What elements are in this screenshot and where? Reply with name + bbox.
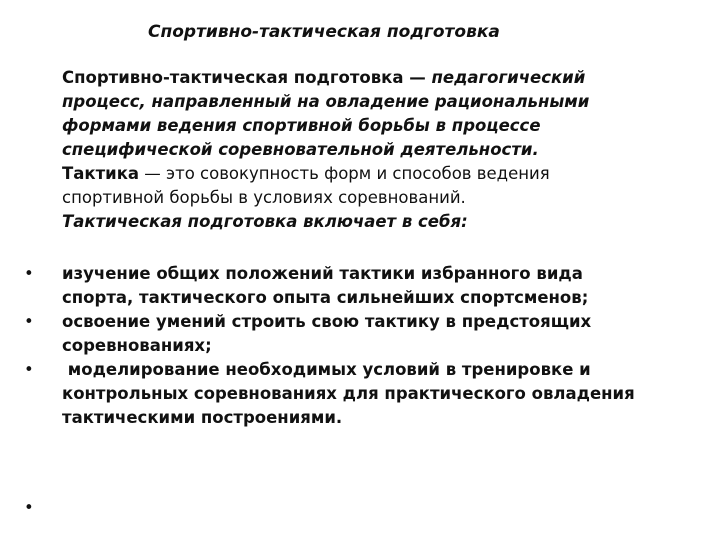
tactics-def-2: спортивной борьбы в условиях соревнований. bbox=[62, 188, 466, 207]
list-item bbox=[24, 310, 714, 358]
intro-dash: — bbox=[403, 68, 432, 87]
intro-def-1: педагогический bbox=[431, 68, 586, 87]
tactics-line-1 bbox=[62, 162, 702, 186]
list-item bbox=[24, 262, 714, 310]
tactics-def-1: — это совокупность форм и способов ведения bbox=[139, 164, 550, 183]
list-item bbox=[24, 358, 714, 430]
empty-bullet-icon: • bbox=[24, 498, 34, 517]
bullet-2-line-1: освоение умений строить свою тактику в предстоящих bbox=[62, 312, 592, 331]
bullet-3-line-1: моделирование необходимых условий в тренировке и bbox=[62, 360, 591, 379]
bullet-icon: • bbox=[24, 360, 34, 379]
slide-title: Спортивно-тактическая подготовка bbox=[148, 22, 500, 42]
bullet-2-line-2: соревнованиях; bbox=[62, 336, 212, 355]
bullet-3-line-2: контрольных соревнованиях для практического овладения bbox=[62, 384, 635, 403]
intro-block bbox=[62, 66, 702, 234]
bullet-icon: • bbox=[24, 264, 34, 283]
tactics-term: Тактика bbox=[62, 164, 140, 183]
intro-def-2: процесс, направленный на овладение рациональными bbox=[62, 92, 590, 111]
bullet-list bbox=[24, 262, 714, 430]
intro-def-4: специфической соревновательной деятельности. bbox=[62, 140, 539, 159]
intro-term: Спортивно-тактическая подготовка bbox=[62, 68, 404, 87]
bullet-1-line-1: изучение общих положений тактики избранного вида bbox=[62, 264, 583, 283]
bullet-3-line-3: тактическими построениями. bbox=[62, 408, 343, 427]
includes-heading: Тактическая подготовка включает в себя: bbox=[62, 212, 468, 231]
intro-def-3: формами ведения спортивной борьбы в процессе bbox=[62, 116, 541, 135]
bullet-1-line-2: спорта, тактического опыта сильнейших спортсменов; bbox=[62, 288, 589, 307]
intro-line-1 bbox=[62, 66, 702, 90]
bullet-icon: • bbox=[24, 312, 34, 331]
